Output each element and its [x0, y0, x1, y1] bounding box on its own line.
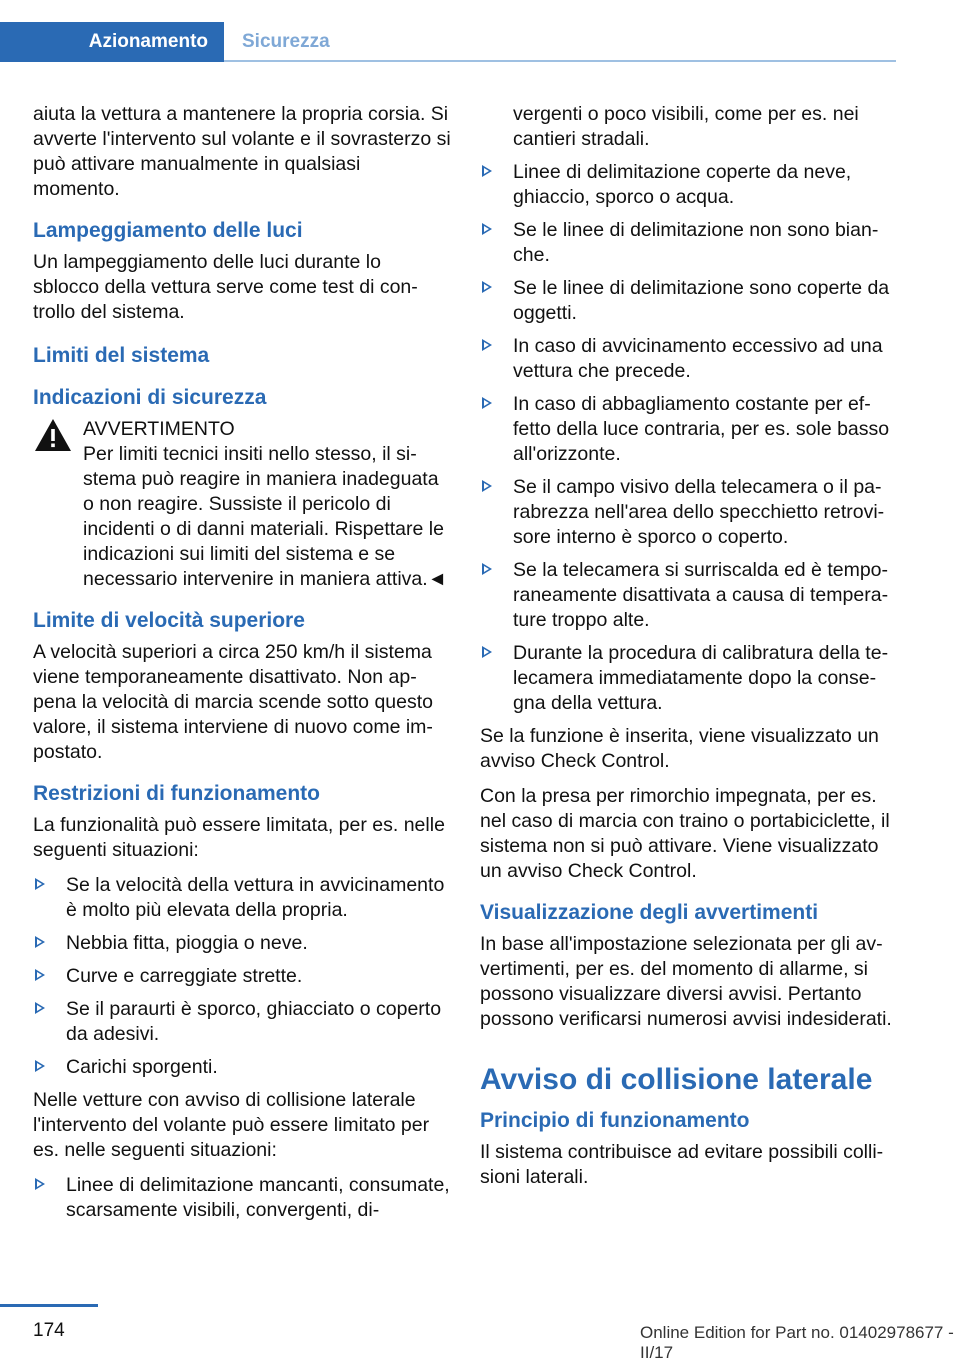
list-item-text: Durante la procedura di calibratura della telecamera immediatamente dopo la consegna della vettura. [513, 642, 889, 714]
paragraph-restrizioni: La funzionalità può essere limitata, per es. nelle seguenti situazioni: [33, 814, 445, 861]
triangle-bullet-icon [35, 1178, 45, 1190]
paragraph-nelle-vetture: Nelle vetture con avviso di collisione laterale l'intervento del volante può essere limitato per es. nelle seguenti situazioni: [33, 1089, 430, 1161]
section-tab-active[interactable]: Azionamento [0, 22, 224, 62]
heading-avviso-collisione: Avviso di collisione laterale [480, 1063, 873, 1096]
triangle-bullet-icon [35, 969, 45, 981]
list-item [480, 276, 898, 326]
section-tab-inactive[interactable]: Sicurezza [242, 31, 330, 52]
footer-divider [0, 1304, 98, 1307]
list-item-text: Nebbia fitta, pioggia o neve. [66, 932, 308, 954]
triangle-bullet-icon [35, 878, 45, 890]
paragraph-intro: aiuta la vettura a mantenere la propria corsia. Si avverte l'intervento sul volante e il sovrasterzo si può attivare manualmente in qualsiasi momento. [33, 103, 451, 200]
list-item [480, 641, 898, 716]
list-item-text: vergenti o poco visibili, come per es. nei cantieri stradali. [513, 103, 859, 150]
list-item [33, 873, 451, 923]
list-item-text: Se la telecamera si surriscalda ed è temporaneamente disattivata a causa di temperature troppo alte. [513, 559, 889, 631]
list-item-text: Carichi sporgenti. [66, 1056, 218, 1078]
lane-lines-list [33, 1173, 451, 1223]
warning-title: AVVERTIMENTO [83, 418, 235, 440]
paragraph-velocita: A velocità superiori a circa 250 km/h il sistema viene temporaneamente disattivato. Non appena la velocità di marcia scende sotto questo valore, il sistema interviene di nuovo come impostato. [33, 641, 433, 763]
list-item [33, 1173, 451, 1223]
list-item-text: Linee di delimitazione mancanti, consumate, scarsamente visibili, convergenti, di- [66, 1174, 450, 1221]
warning-block [33, 417, 451, 592]
edition-note: Online Edition for Part no. 01402978677 - II/17 [640, 1323, 954, 1362]
list-item-text: In caso di avvicinamento eccessivo ad una vettura che precede. [513, 335, 883, 382]
heading-lampeggiamento: Lampeggiamento delle luci [33, 219, 303, 242]
list-item [480, 160, 898, 210]
list-item [480, 475, 898, 550]
paragraph-lampeggiamento: Un lampeggiamento delle luci durante lo sblocco della vettura serve come test di controllo del sistema. [33, 251, 418, 323]
list-item [33, 997, 451, 1047]
list-item-text: Se la velocità della vettura in avvicinamento è molto più elevata della propria. [66, 874, 445, 921]
triangle-bullet-icon [482, 339, 492, 351]
heading-limiti: Limiti del sistema [33, 344, 210, 367]
warning-triangle-icon [33, 417, 73, 453]
list-item [33, 1055, 451, 1080]
triangle-bullet-icon [482, 165, 492, 177]
triangle-bullet-icon [482, 563, 492, 575]
heading-principio: Principio di funzionamento [480, 1109, 750, 1132]
triangle-bullet-icon [482, 223, 492, 235]
list-item-text: Se le linee di delimitazione sono coperte da oggetti. [513, 277, 890, 324]
list-item [33, 964, 451, 989]
triangle-bullet-icon [482, 480, 492, 492]
paragraph-visualizzazione: In base all'impostazione selezionata per gli avvertimenti, per es. del momento di allarme, si possono visualizzare diversi avvisi. Pertanto possono verificarsi numerosi avvisi indesiderati. [480, 933, 892, 1030]
list-item [480, 334, 898, 384]
triangle-bullet-icon [35, 1060, 45, 1072]
list-item [480, 558, 898, 633]
list-item-continued [480, 102, 898, 152]
right-column [480, 102, 898, 1200]
list-item-text: In caso di abbagliamento costante per effetto della luce contraria, per es. sole basso all'orizzonte. [513, 393, 890, 465]
list-item-text: Curve e carreggiate strette. [66, 965, 303, 987]
paragraph-principio: Il sistema contribuisce ad evitare possibili collisioni laterali. [480, 1141, 884, 1188]
warning-text: Per limiti tecnici insiti nello stesso, il sistema può reagire in maniera inadeguata o non reagire. Sussiste il pericolo di incidenti o di danni materiali. Rispettare le indicazioni sui limiti del sistema e se necessario intervenire in maniera attiva.◄ [83, 443, 447, 590]
list-item [33, 931, 451, 956]
heading-indicazioni: Indicazioni di sicurezza [33, 386, 267, 409]
triangle-bullet-icon [35, 936, 45, 948]
left-column [33, 102, 451, 1231]
paragraph-funzione: Se la funzione è inserita, viene visualizzato un avviso Check Control. [480, 725, 879, 772]
page-header [0, 0, 960, 62]
heading-velocita: Limite di velocità superiore [33, 609, 305, 632]
list-item [480, 218, 898, 268]
paragraph-presa: Con la presa per rimorchio impegnata, per es. nel caso di marcia con traino o portabiciclette, il sistema non si può attivare. Viene visualizzato un avviso Check Control. [480, 785, 890, 882]
header-divider [224, 60, 896, 62]
list-item-text: Se il paraurti è sporco, ghiacciato o coperto da adesivi. [66, 998, 442, 1045]
heading-visualizzazione: Visualizzazione degli avvertimenti [480, 901, 819, 924]
restrictions-list [33, 873, 451, 1080]
list-item-text: Se le linee di delimitazione non sono bianche. [513, 219, 879, 266]
continued-list [480, 102, 898, 716]
list-item-text: Se il campo visivo della telecamera o il parabrezza nell'area dello specchietto retrovisore interno è sporco o coperto. [513, 476, 885, 548]
heading-restrizioni: Restrizioni di funzionamento [33, 782, 320, 805]
page-number: 174 [33, 1320, 65, 1341]
triangle-bullet-icon [35, 1002, 45, 1014]
triangle-bullet-icon [482, 397, 492, 409]
triangle-bullet-icon [482, 281, 492, 293]
triangle-bullet-icon [482, 646, 492, 658]
list-item-text: Linee di delimitazione coperte da neve, ghiaccio, sporco o acqua. [513, 161, 852, 208]
list-item [480, 392, 898, 467]
